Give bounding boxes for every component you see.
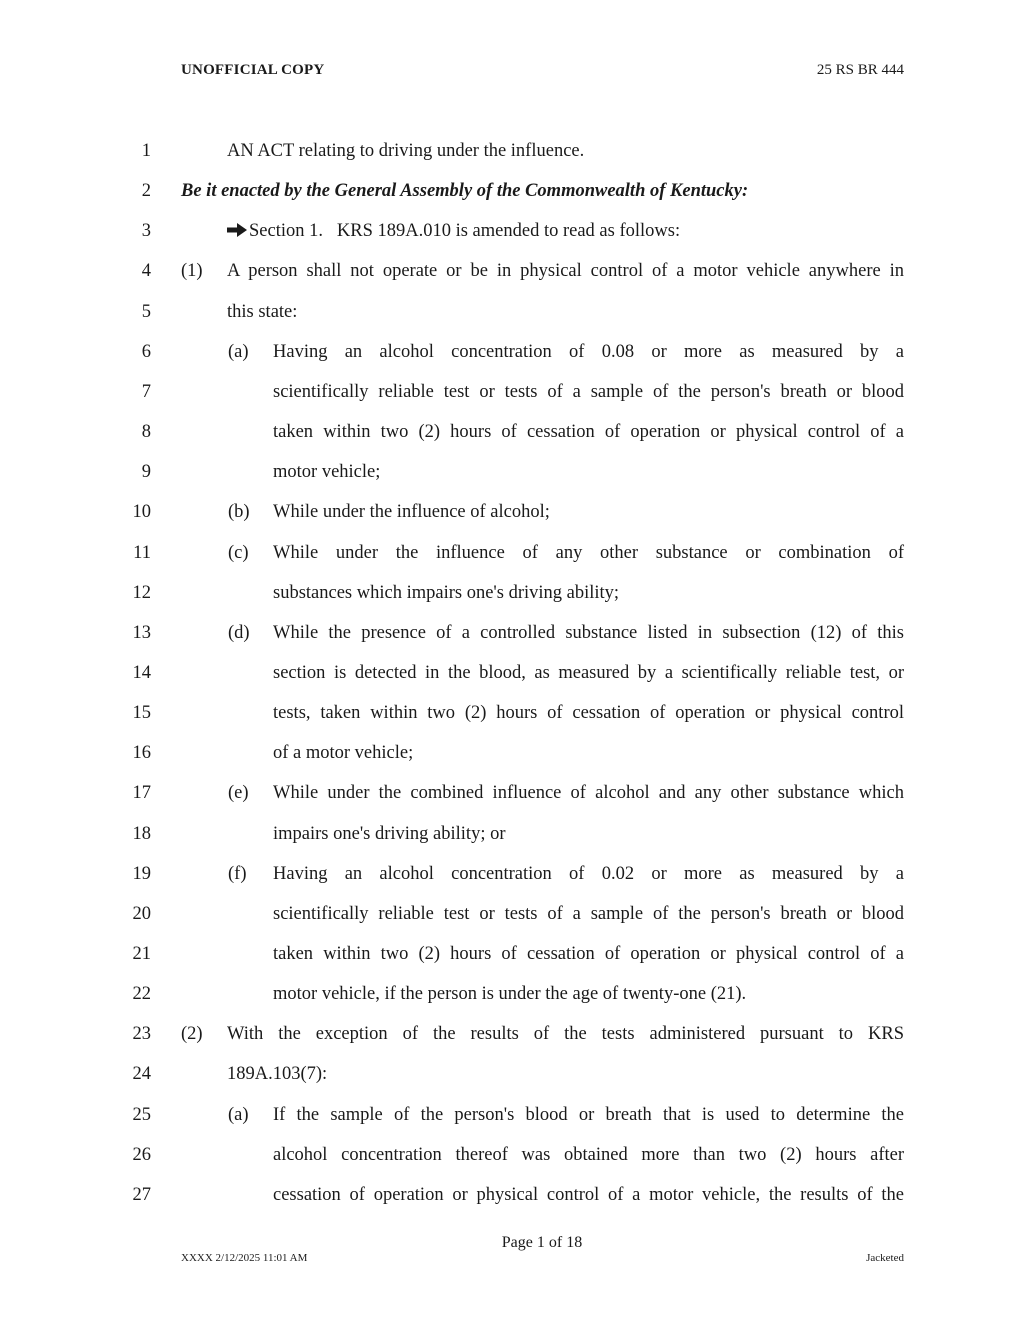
line-text: this state: <box>227 301 298 322</box>
line-text: section is detected in the blood, as measured by a scientifically reliable test, or <box>273 662 904 683</box>
subsection-label: (a) <box>228 1104 249 1125</box>
line-number: 24 <box>132 1064 151 1085</box>
line-text: alcohol concentration thereof was obtained more than two (2) hours after <box>273 1144 904 1165</box>
subsection-label: (a) <box>228 341 249 362</box>
line-text: of a motor vehicle; <box>273 743 414 764</box>
document-line <box>0 622 1024 662</box>
section-heading-text: Section 1. KRS 189A.010 is amended to read as follows: <box>249 221 681 242</box>
document-line <box>0 140 1024 180</box>
document-line <box>0 301 1024 341</box>
header-bill-number: 25 RS BR 444 <box>816 62 904 78</box>
document-line <box>0 220 1024 260</box>
document-line <box>0 903 1024 943</box>
document-line <box>0 943 1024 983</box>
subsection-label: (2) <box>181 1024 203 1045</box>
page-number: Page 1 of 18 <box>501 1234 583 1251</box>
line-text: 189A.103(7): <box>227 1064 328 1085</box>
line-number: 14 <box>132 662 151 683</box>
line-text: motor vehicle; <box>273 462 381 483</box>
line-number: 19 <box>132 863 151 884</box>
line-text: taken within two (2) hours of cessation of operation or physical control of a <box>273 422 904 443</box>
line-number: 13 <box>132 622 151 643</box>
line-number: 17 <box>132 783 151 804</box>
line-text: While under the influence of alcohol; <box>273 502 550 523</box>
document-line <box>0 381 1024 421</box>
document-line <box>0 341 1024 381</box>
subsection-label: (c) <box>228 542 249 563</box>
line-text: scientifically reliable test or tests of a sample of the person's breath or blood <box>273 903 904 924</box>
line-number: 25 <box>132 1104 151 1125</box>
line-number: 9 <box>141 462 151 483</box>
line-number: 3 <box>141 221 151 242</box>
document-line <box>0 260 1024 300</box>
line-number: 11 <box>133 542 151 563</box>
line-text: scientifically reliable test or tests of a sample of the person's breath or blood <box>273 381 904 402</box>
line-number: 12 <box>132 582 151 603</box>
line-text: Having an alcohol concentration of 0.08 or more as measured by a <box>273 341 904 362</box>
line-number: 26 <box>132 1144 151 1165</box>
line-text: motor vehicle, if the person is under the age of twenty-one (21). <box>273 984 747 1005</box>
document-line <box>0 702 1024 742</box>
line-number: 4 <box>141 261 151 282</box>
document-line <box>0 662 1024 702</box>
line-number: 22 <box>132 984 151 1005</box>
line-text: While under the influence of any other substance or combination of <box>273 542 904 563</box>
subsection-label: (b) <box>228 502 250 523</box>
document-line <box>0 582 1024 622</box>
line-number: 16 <box>132 743 151 764</box>
line-number: 1 <box>141 141 151 161</box>
line-text: While under the combined influence of alcohol and any other substance which <box>273 783 904 804</box>
header-status: UNOFFICIAL COPY <box>181 62 325 78</box>
document-line <box>0 863 1024 903</box>
footer-timestamp: XXXX 2/12/2025 11:01 AM <box>181 1252 308 1264</box>
line-text: A person shall not operate or be in physical control of a motor vehicle anywhere in <box>227 261 904 282</box>
line-text: AN ACT relating to driving under the influence. <box>227 141 585 161</box>
document-line <box>0 542 1024 582</box>
subsection-label: (d) <box>228 622 250 643</box>
document-line <box>0 461 1024 501</box>
document-line <box>0 1104 1024 1144</box>
document-line <box>0 983 1024 1023</box>
document-line <box>0 742 1024 782</box>
line-text: substances which impairs one's driving ability; <box>273 582 620 603</box>
line-text: While the presence of a controlled substance listed in subsection (12) of this <box>273 622 904 643</box>
line-text: Be it enacted by the General Assembly of the Commonwealth of Kentucky: <box>181 181 749 202</box>
line-text <box>227 220 680 242</box>
line-number: 8 <box>141 422 151 443</box>
line-number: 27 <box>132 1184 151 1205</box>
line-number: 7 <box>141 381 151 402</box>
document-line <box>0 782 1024 822</box>
document-line <box>0 823 1024 863</box>
footer-status: Jacketed <box>866 1252 904 1264</box>
document-line <box>0 1023 1024 1063</box>
arrow-right-icon <box>227 223 247 237</box>
line-number: 23 <box>132 1024 151 1045</box>
subsection-label: (f) <box>228 863 247 884</box>
line-number: 18 <box>132 823 151 844</box>
line-text: taken within two (2) hours of cessation of operation or physical control of a <box>273 944 904 964</box>
line-number: 10 <box>132 502 151 523</box>
document-line <box>0 1144 1024 1184</box>
document-line <box>0 1063 1024 1103</box>
line-number: 5 <box>141 301 151 322</box>
line-number: 6 <box>141 341 151 362</box>
document-line <box>0 501 1024 541</box>
subsection-label: (e) <box>228 783 249 804</box>
document-line <box>0 1184 1024 1224</box>
line-text: cessation of operation or physical control of a motor vehicle, the results of the <box>273 1184 904 1205</box>
document-line <box>0 421 1024 461</box>
line-number: 2 <box>141 181 151 202</box>
line-text: impairs one's driving ability; or <box>273 823 506 844</box>
line-text: Having an alcohol concentration of 0.02 or more as measured by a <box>273 863 904 884</box>
line-number: 15 <box>132 703 151 724</box>
line-number: 21 <box>132 944 151 964</box>
line-text: If the sample of the person's blood or breath that is used to determine the <box>273 1104 904 1125</box>
document-line <box>0 180 1024 220</box>
line-number: 20 <box>132 903 151 924</box>
line-text: With the exception of the results of the tests administered pursuant to KRS <box>227 1024 904 1045</box>
subsection-label: (1) <box>181 261 203 282</box>
line-text: tests, taken within two (2) hours of cessation of operation or physical control <box>273 703 904 724</box>
